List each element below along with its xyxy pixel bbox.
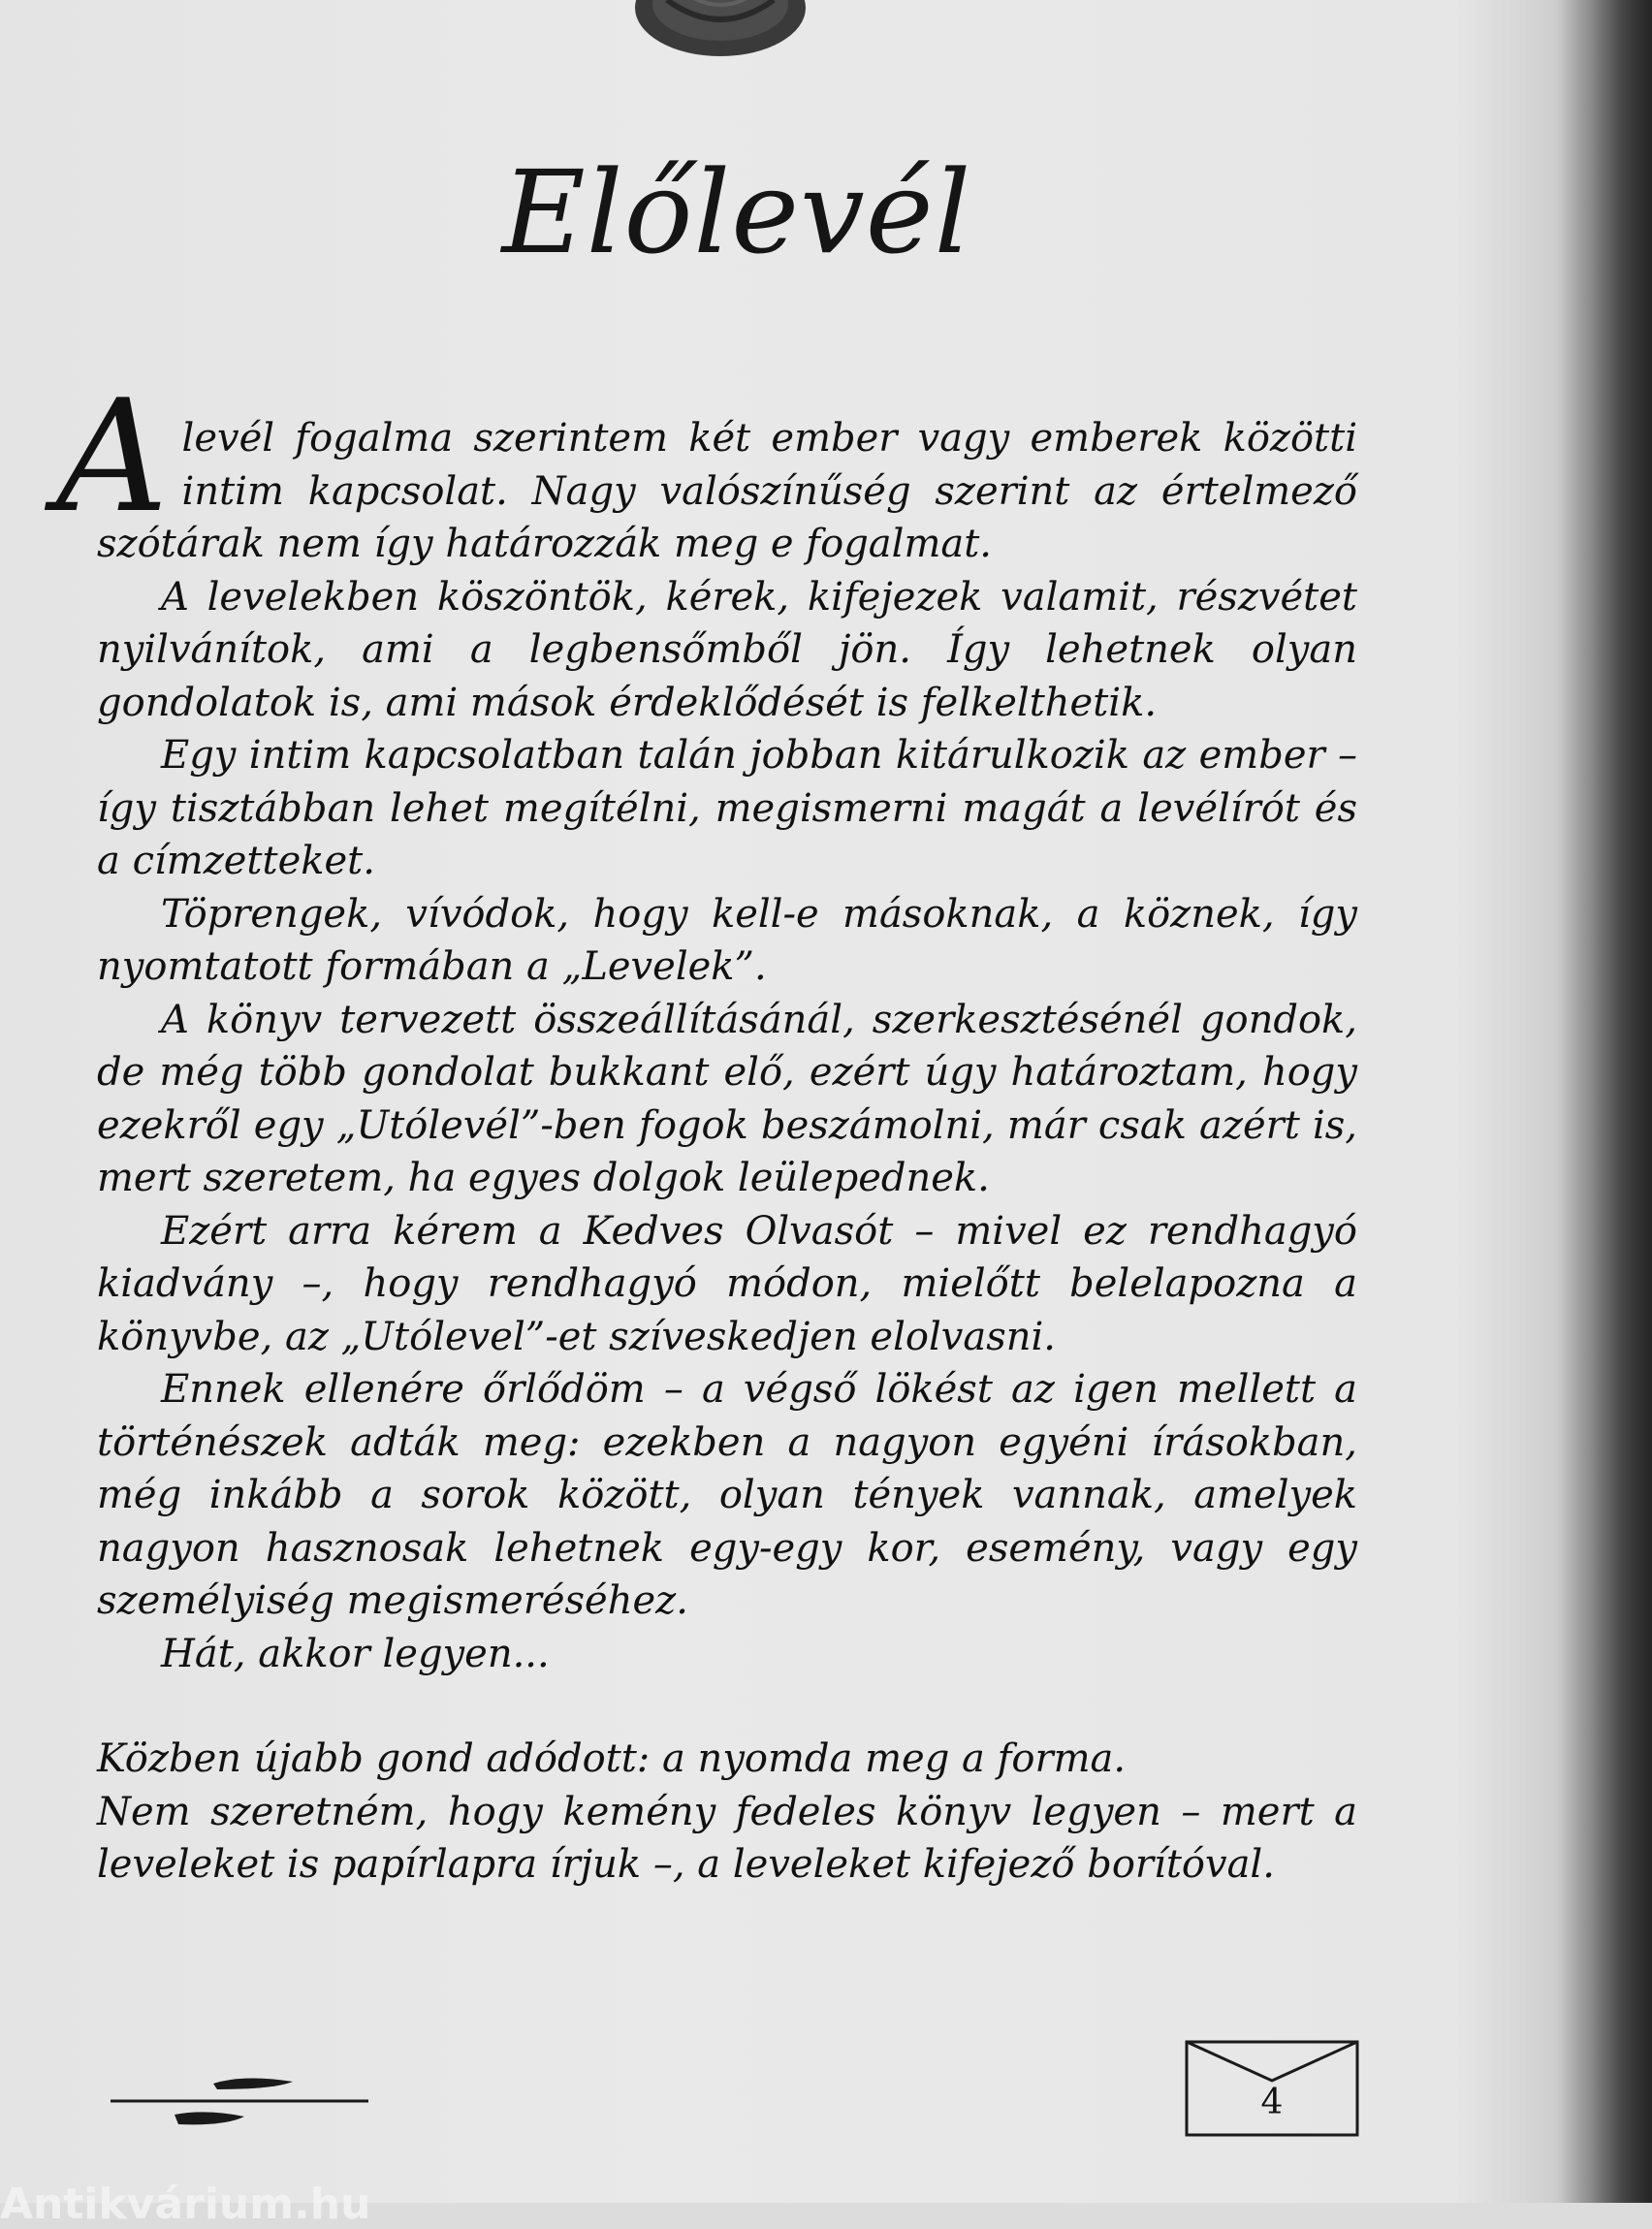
wax-seal-icon (628, 0, 812, 58)
watermark: Antikvárium.hu (0, 2180, 371, 2229)
paragraph-1 (56, 366, 1357, 571)
paragraph-10: Nem szeretném, hogy kemény fedeles könyv legyen – mert a leveleket is papírlapra írjuk –, a leveleket kifejező borítóval. (97, 1789, 1357, 1887)
page-number: 4 (1260, 2083, 1284, 2122)
decorative-ornament-icon (109, 2070, 370, 2130)
paragraph-5: A könyv tervezett összeállításánál, szerkesztésénél gondok, de még több gondolat bukkant elő, ezért úgy határoztam, hogy ezekről egy „Utólevél”-ben fogok beszámolni, már csak azért is, mert szeretem, ha egyes dolgok leülepednek. (97, 997, 1357, 1200)
paragraph-7: Ennek ellenére őrlődöm – a végső lökést az igen mellett a történészek adták meg: ezekben a nagyon egyéni írásokban, még inkább a sorok között, olyan tények vannak, amelyek nagyon hasznosak lehetnek egy-egy kor, esemény, vagy egy személyiség megismeréséhez. (97, 1367, 1357, 1623)
paragraph-6: Ezért arra kérem a Kedves Olvasót – mivel ez rendhagyó kiadvány –, hogy rendhagyó módon, mielőtt belelapozna a könyvbe, az „Utólevel”-et szíveskedjen elolvasni. (97, 1208, 1357, 1359)
drop-cap: A (56, 366, 169, 547)
body-text (56, 366, 1357, 1892)
paragraph-8: Hát, akkor legyen... (161, 1631, 550, 1676)
page-title: Előlevél (501, 145, 972, 279)
paragraph-3: Egy intim kapcsolatban talán jobban kitárulkozik az ember – így tisztábban lehet megítélni, megismerni magát a levélírót és a címzetteket. (97, 733, 1357, 883)
paragraph-9: Közben újabb gond adódott: a nyomda meg a forma. (97, 1736, 1127, 1781)
paragraph-1-text: levél fogalma szerintem két ember vagy emberek közötti intim kapcsolat. Nagy valószínűség szerint az értelmező szótárak nem így határozzák meg e fogalmat. (97, 416, 1357, 566)
page-binding-shadow (1561, 0, 1652, 2203)
paragraph-2: A levelekben köszöntök, kérek, kifejezek valamit, részvétet nyilvánítok, ami a legbensőmből jön. Így lehetnek olyan gondolatok is, ami mások érdeklődését is felkelthetik. (97, 574, 1357, 725)
paragraph-4: Töprengek, vívódok, hogy kell-e másoknak, a köznek, így nyomtatott formában a „Levelek”. (97, 891, 1357, 989)
